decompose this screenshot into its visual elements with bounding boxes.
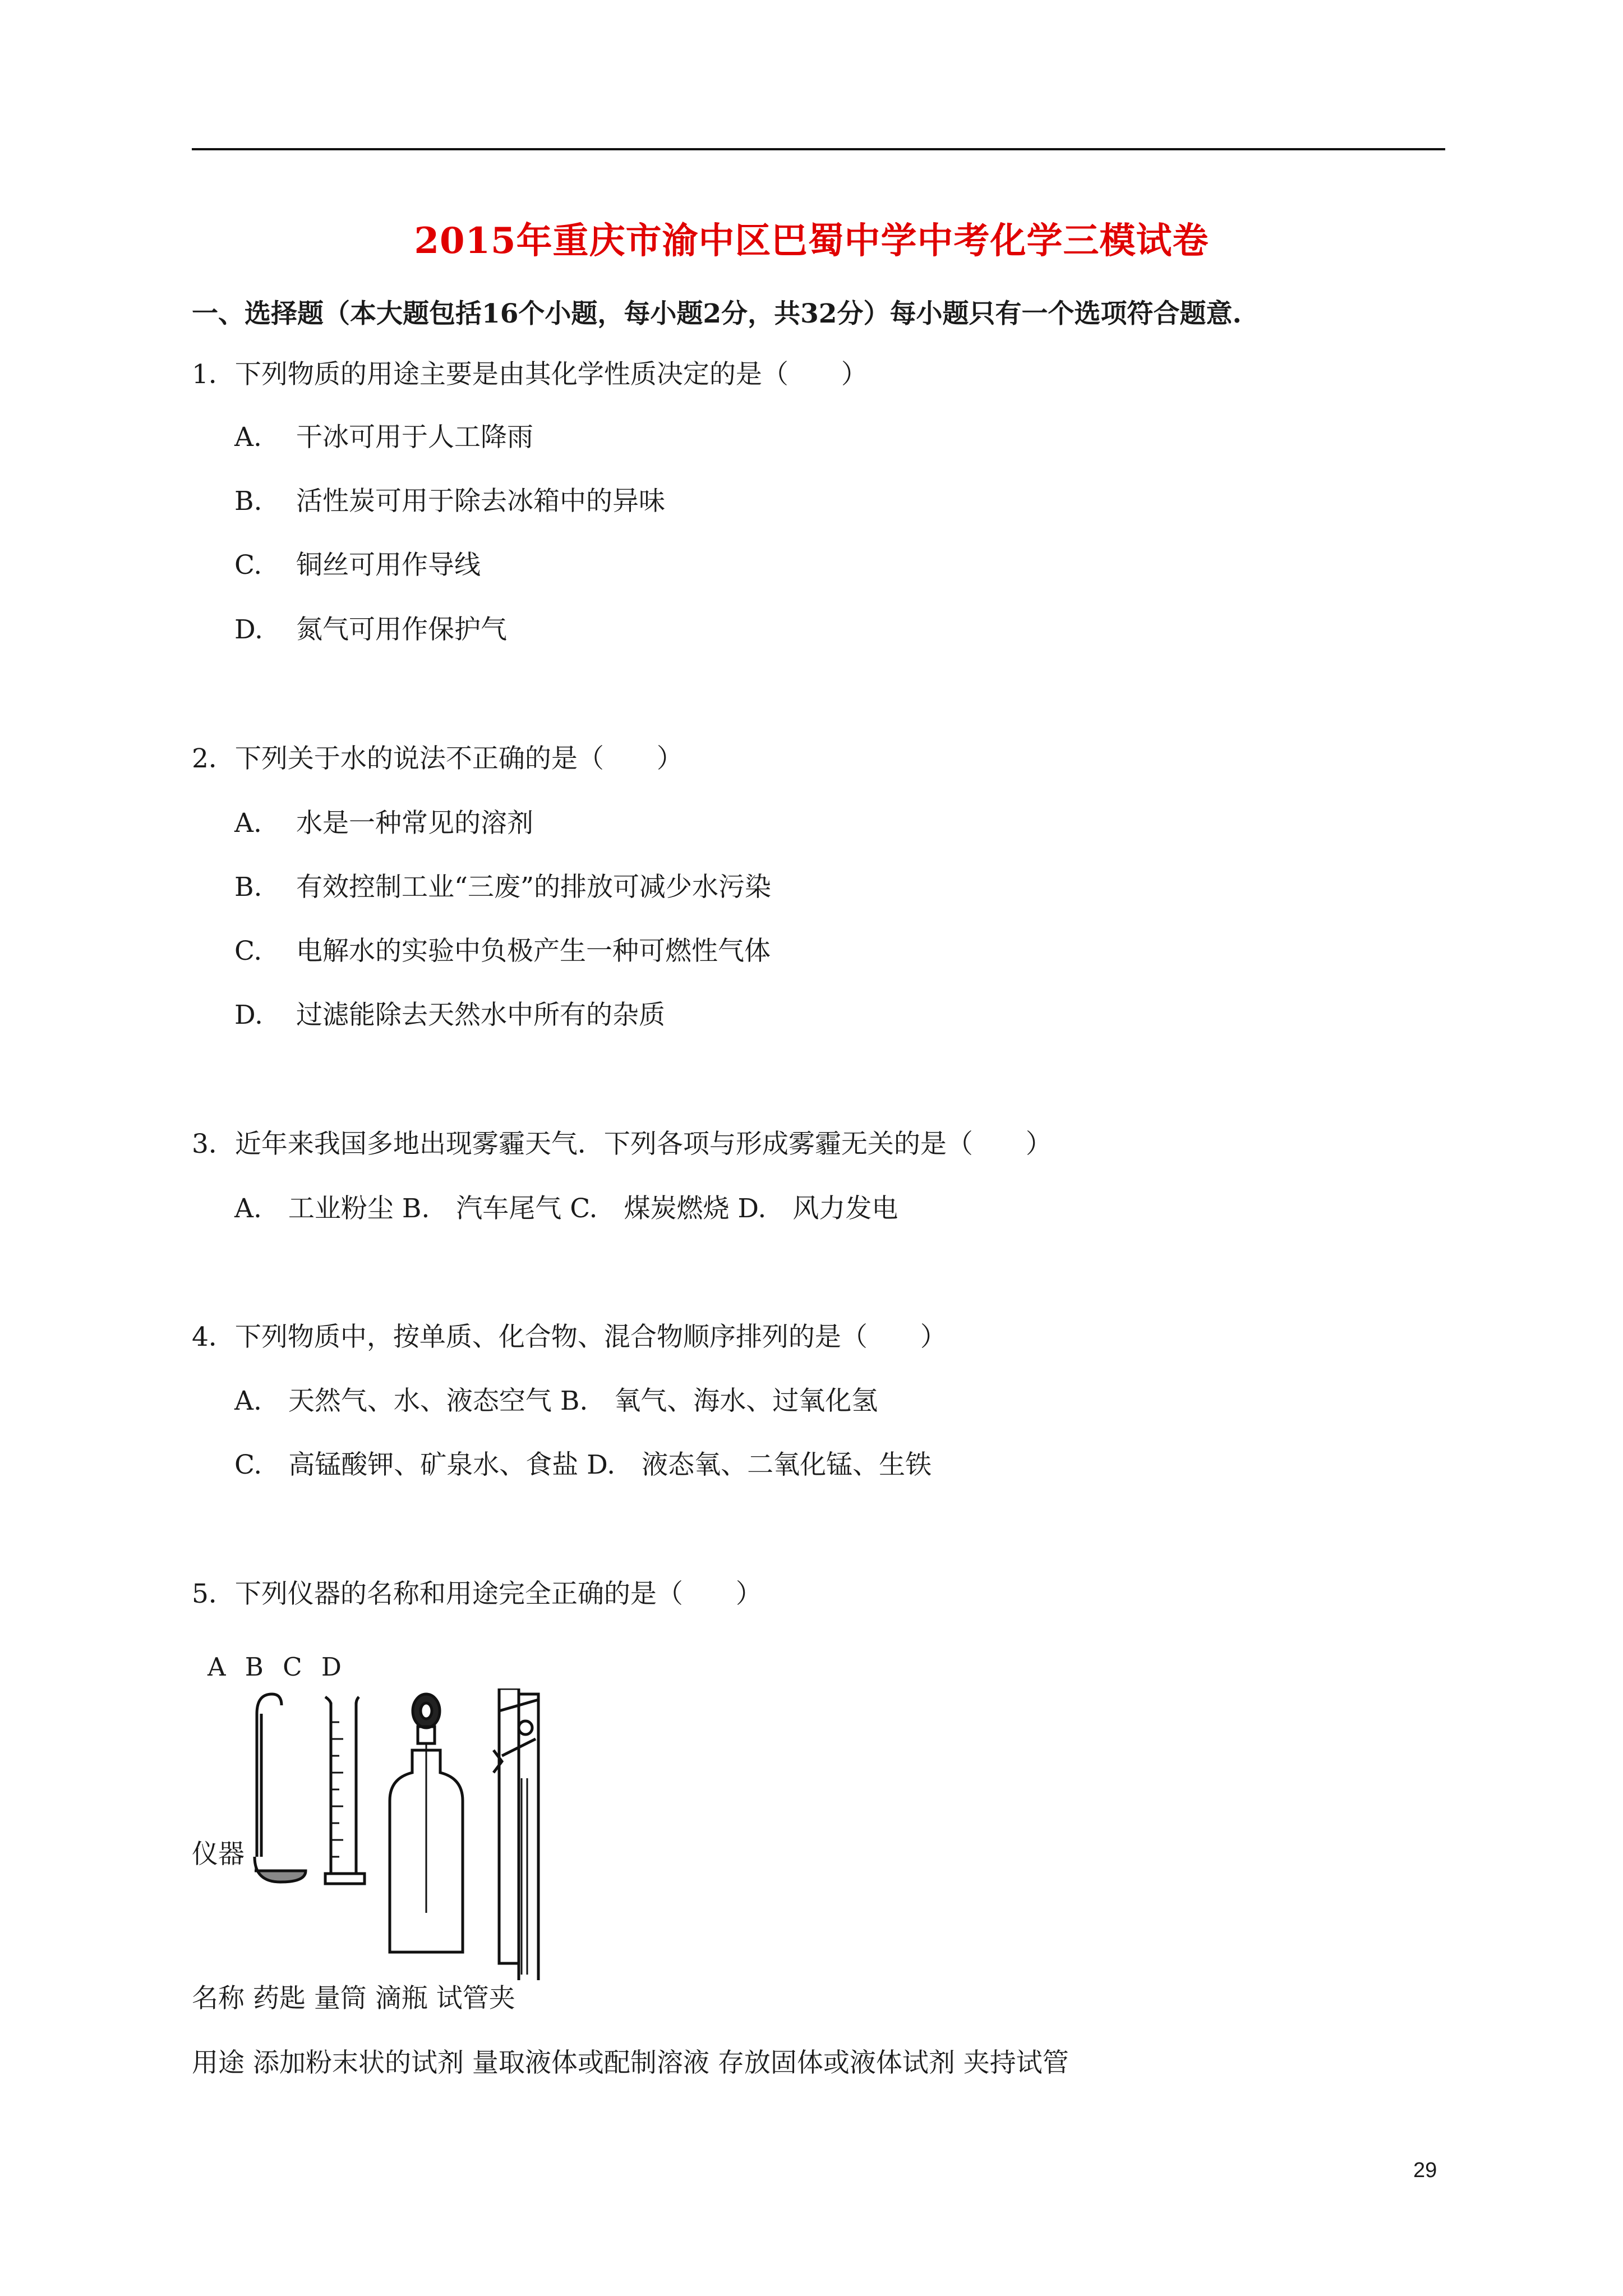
option-letter: B. (234, 486, 262, 517)
option-letter: C. (234, 550, 262, 581)
option-text: 活性炭可用于除去冰箱中的异味 (296, 486, 665, 517)
graduated-cylinder-icon (325, 1697, 365, 1884)
header-rule (192, 148, 1445, 150)
section-heading: 一、选择题（本大题包括16个小题，每小题2分，共32分）每小题只有一个选项符合题意. (192, 298, 1242, 329)
question-4-options-row-1[interactable]: A. 天然气、水、液态空气 B. 氧气、海水、过氧化氢 (234, 1386, 878, 1416)
dropper-bottle-icon (390, 1694, 463, 1952)
option-letter: D. (234, 1000, 263, 1030)
question-1-option-a[interactable] (234, 422, 533, 453)
option-text: 过滤能除去天然水中所有的杂质 (296, 1000, 665, 1030)
medicine-spoon-icon (255, 1694, 306, 1882)
exam-title: 2015年重庆市渝中区巴蜀中学中考化学三模试卷 (414, 220, 1209, 262)
question-3-options[interactable]: A. 工业粉尘 B. 汽车尾气 C. 煤炭燃烧 D. 风力发电 (234, 1193, 898, 1224)
option-text: 电解水的实验中负极产生一种可燃性气体 (296, 936, 771, 967)
test-tube-clamp-icon (494, 1688, 538, 1980)
option-letter: C. (234, 936, 262, 967)
question-4-options-row-2[interactable]: C. 高锰酸钾、矿泉水、食盐 D. 液态氧、二氧化锰、生铁 (234, 1450, 932, 1480)
question-2-option-a[interactable] (234, 808, 533, 839)
option-letter: A. (234, 422, 262, 453)
question-1-stem: 1．下列物质的用途主要是由其化学性质决定的是（ ） (192, 359, 868, 390)
question-2-option-d[interactable] (234, 1000, 665, 1031)
option-text: 干冰可用于人工降雨 (296, 422, 533, 453)
option-letter: B. (234, 872, 262, 903)
instrument-figure (247, 1688, 572, 1980)
page-number: 29 (1413, 2159, 1437, 2182)
option-text: 有效控制工业“三废”的排放可减少水污染 (296, 872, 772, 903)
option-text: 铜丝可用作导线 (296, 550, 481, 581)
instrument-uses-row: 用途 添加粉末状的试剂 量取液体或配制溶液 存放固体或液体试剂 夹持试管 (192, 2047, 1069, 2078)
question-1-option-c[interactable] (234, 550, 481, 581)
option-text: 水是一种常见的溶剂 (296, 808, 533, 839)
option-letter: D. (234, 614, 263, 645)
question-2-stem: 2．下列关于水的说法不正确的是（ ） (192, 743, 683, 774)
instrument-label: 仪器 (192, 1839, 245, 1870)
column-letters: A B C D (208, 1652, 347, 1682)
question-4-stem: 4．下列物质中，按单质、化合物、混合物顺序排列的是（ ） (192, 1322, 947, 1352)
question-1-option-d[interactable] (234, 614, 507, 646)
option-letter: A. (234, 808, 262, 839)
question-3-stem: 3．近年来我国多地出现雾霾天气．下列各项与形成雾霾无关的是（ ） (192, 1129, 1052, 1159)
question-1-option-b[interactable] (234, 486, 665, 517)
instrument-names-row: 名称 药匙 量筒 滴瓶 试管夹 (192, 1983, 515, 2014)
option-text: 氮气可用作保护气 (296, 614, 507, 645)
question-2-option-b[interactable] (234, 872, 771, 903)
question-5-stem: 5．下列仪器的名称和用途完全正确的是（ ） (192, 1579, 762, 1609)
question-2-option-c[interactable] (234, 936, 771, 967)
